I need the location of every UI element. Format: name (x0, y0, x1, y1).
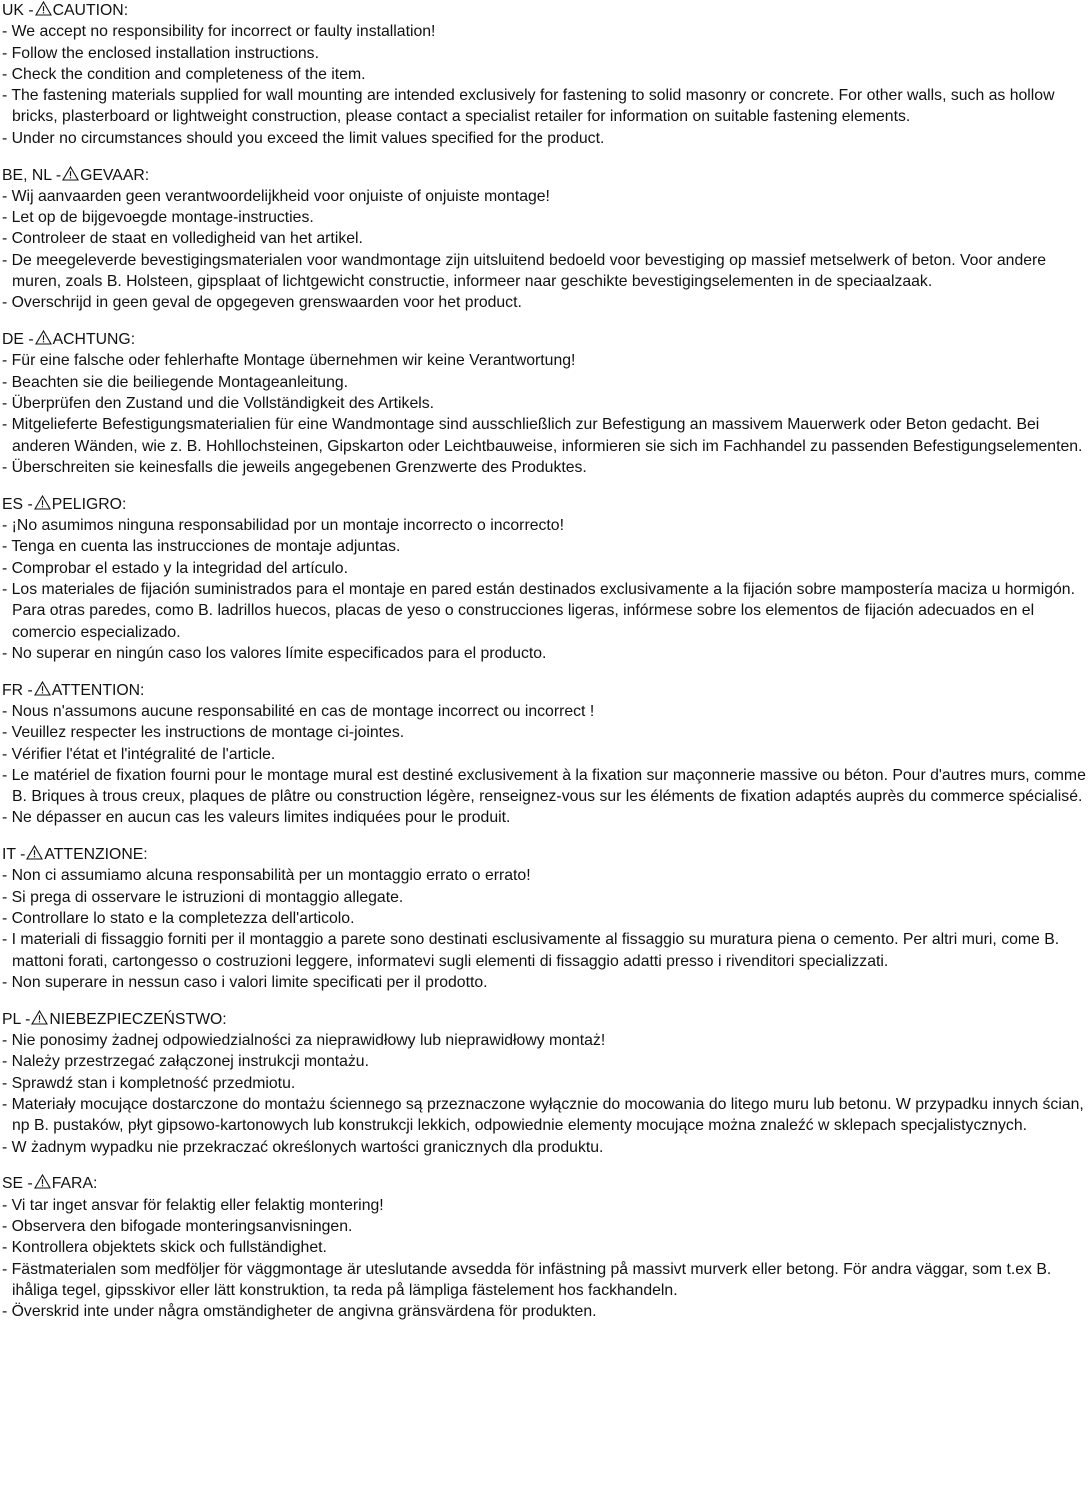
language-code: ES - (2, 495, 33, 513)
warning-title: PELIGRO: (51, 495, 127, 513)
warning-triangle-icon (34, 495, 51, 516)
warning-item: - Kontrollera objektets skick och fullständighet. (2, 1239, 327, 1257)
warning-title: CAUTION: (52, 2, 129, 19)
warning-title: NIEBEZPIECZEŃSTWO: (49, 1010, 227, 1028)
warning-item: - Överskrid inte under några omständigheter de angivna gränsvärdena för produkten. (2, 1303, 597, 1321)
warning-item: - Ne dépasser en aucun cas les valeurs limites indiquées pour le produit. (2, 809, 511, 827)
warning-item: - Überschreiten sie keinesfalls die jeweils angegebenen Grenzwerte des Produktes. (2, 458, 587, 476)
warning-item: - I materiali di fissaggio forniti per il montaggio a parete sono destinati esclusivamente al fissaggio su muratura piena o cemento. Per altri muri, come B. mattoni forati, cartongesso o costruzioni leggere, informatevi sugli elementi di fissaggio adatti presso i rivenditori specializzati. (2, 931, 1060, 970)
section-heading (2, 844, 1086, 865)
warning-item: - Los materiales de fijación suministrados para el montaje en pared están destinados exclusivamente a la fijación sobre mampostería maciza u hormigón. Para otras paredes, como B. ladrillos huecos, placas de yeso o construcciones ligeras, infórmese sobre los elementos de fijación adecuados en el comercio especializado. (2, 580, 1075, 641)
warning-item: - The fastening materials supplied for wall mounting are intended exclusively for fastening to solid masonry or concrete. For other walls, such as hollow bricks, plasterboard or lightweight construction, please contact a specialist retailer for information on suitable fastening elements. (2, 87, 1055, 126)
warning-section-es (2, 494, 1086, 664)
warning-title: ATTENZIONE: (44, 846, 148, 864)
warning-item: - Nie ponosimy żadnej odpowiedzialności za nieprawidłowy lub nieprawidłowy montaż! (2, 1032, 606, 1050)
warning-item: - Let op de bijgevoegde montage-instructies. (2, 209, 314, 227)
section-heading (2, 1009, 1086, 1030)
warning-triangle-icon (26, 845, 43, 866)
warning-triangle-icon (34, 681, 51, 702)
section-heading (2, 1173, 1086, 1194)
warning-item: - No superar en ningún caso los valores límite especificados para el producto. (2, 644, 547, 662)
warning-title: ATTENTION: (51, 681, 145, 699)
warning-item: - Materiały mocujące dostarczone do montażu ściennego są przeznaczone wyłącznie do mocowania do litego muru lub betonu. W przypadku innych ścian, np B. pustaków, płyt gipsowo-kartonowych lub konstrukcji lekkich, odpowiednie elementy mocujące można znaleźć w sklepach specjalistycznych. (2, 1095, 1084, 1135)
warning-item: - Fästmaterialen som medföljer för väggmontage är uteslutande avsedda för infästning på massivt murverk eller betong. För andra väggar, som t.ex B. ihåliga tegel, gipsskivor eller lätt konstruktion, ta reda på lämpliga fästelement hos fackhandeln. (2, 1260, 1052, 1299)
warning-triangle-icon (35, 330, 52, 351)
language-code: SE - (2, 1175, 33, 1193)
warning-item: - We accept no responsibility for incorrect or faulty installation! (2, 23, 436, 41)
warning-item: - Mitgelieferte Befestigungsmaterialien für eine Wandmontage sind ausschließlich zur Befestigung an massivem Mauerwerk oder Beton gedacht. Bei anderen Wänden, wie z. B. Hohllochsteinen, Gipskarton oder Leichtbauweise, informieren sie sich im Fachhandel zu passenden Befestigungselementen. (2, 416, 1083, 455)
language-code: BE, NL - (2, 166, 62, 184)
warning-section-se (2, 1173, 1086, 1322)
warning-section-fr (2, 680, 1086, 829)
warning-section-be-nl (2, 165, 1086, 314)
warning-item: - Vérifier l'état et l'intégralité de l'article. (2, 745, 276, 763)
warning-triangle-icon (35, 1, 52, 22)
warning-item: - Für eine falsche oder fehlerhafte Montage übernehmen wir keine Verantwortung! (2, 352, 576, 370)
warning-section-de (2, 329, 1086, 478)
warning-item: - Check the condition and completeness of the item. (2, 65, 366, 83)
warning-item: - Non superare in nessun caso i valori limite specificati per il prodotto. (2, 973, 488, 991)
warning-item: - Sprawdź stan i kompletność przedmiotu. (2, 1074, 296, 1092)
language-code: IT - (2, 846, 26, 864)
warning-triangle-icon (34, 1174, 51, 1195)
section-heading (2, 494, 1086, 515)
warning-item: - Veuillez respecter les instructions de montage ci-jointes. (2, 724, 405, 742)
warning-item: - Non ci assumiamo alcuna responsabilità per un montaggio errato o errato! (2, 867, 531, 885)
warning-title: FARA: (51, 1175, 98, 1193)
warning-item: - ¡No asumimos ninguna responsabilidad por un montaje incorrecto o incorrecto! (2, 517, 564, 535)
language-code: PL - (2, 1010, 31, 1028)
warning-item: - Überprüfen den Zustand und die Vollständigkeit des Artikels. (2, 395, 435, 413)
warning-item: - Wij aanvaarden geen verantwoordelijkheid voor onjuiste of onjuiste montage! (2, 187, 550, 205)
warning-title: ACHTUNG: (52, 331, 136, 349)
warning-item: - Le matériel de fixation fourni pour le montage mural est destiné exclusivement à la fixation sur maçonnerie massive ou béton. Pour d'autres murs, comme B. Briques à trous creux, plaques de plâtre ou construction légère, renseignez-vous sur les éléments de fixation adaptés auprès du commerce spécialisé. (2, 766, 1086, 806)
section-heading (2, 165, 1086, 186)
warning-item: - Overschrijd in geen geval de opgegeven grenswaarden voor het product. (2, 294, 522, 312)
warning-item: - Controllare lo stato e la completezza dell'articolo. (2, 910, 355, 928)
warning-triangle-icon (31, 1010, 48, 1031)
warning-item: - Vi tar inget ansvar för felaktig eller felaktig montering! (2, 1196, 384, 1214)
warning-item: - Controleer de staat en volledigheid van het artikel. (2, 230, 363, 248)
language-code: FR - (2, 681, 33, 699)
warning-item: - Under no circumstances should you exceed the limit values specified for the product. (2, 129, 605, 147)
section-heading (2, 0, 1086, 21)
warning-title: GEVAAR: (80, 166, 150, 184)
section-heading (2, 329, 1086, 350)
warning-item: - Tenga en cuenta las instrucciones de montaje adjuntas. (2, 538, 401, 556)
warning-item: - Comprobar el estado y la integridad del artículo. (2, 559, 348, 577)
warning-item: - Beachten sie die beiliegende Montageanleitung. (2, 373, 349, 391)
section-heading (2, 680, 1086, 701)
warning-item: - Follow the enclosed installation instructions. (2, 44, 319, 62)
warning-section-uk (2, 0, 1086, 149)
warning-item: - Si prega di osservare le istruzioni di montaggio allegate. (2, 888, 404, 906)
warning-item: - Observera den bifogade monteringsanvisningen. (2, 1217, 353, 1235)
warning-triangle-icon (62, 166, 79, 187)
warning-section-it (2, 844, 1086, 993)
warning-section-pl (2, 1009, 1086, 1158)
warning-item: - De meegeleverde bevestigingsmaterialen voor wandmontage zijn uitsluitend bedoeld voor bevestiging op massief metselwerk of beton. Voor andere muren, zoals B. Holsteen, gipsplaat of lichtgewicht constructie, informeer naar geschikte bevestigingselementen in de speciaalzaak. (2, 251, 1047, 291)
language-code: UK - (2, 2, 34, 19)
warning-item: - Nous n'assumons aucune responsabilité en cas de montage incorrect ou incorrect ! (2, 702, 595, 720)
warning-item: - W żadnym wypadku nie przekraczać określonych wartości granicznych dla produktu. (2, 1138, 604, 1156)
language-code: DE - (2, 331, 34, 349)
warning-item: - Należy przestrzegać załączonej instrukcji montażu. (2, 1053, 369, 1071)
